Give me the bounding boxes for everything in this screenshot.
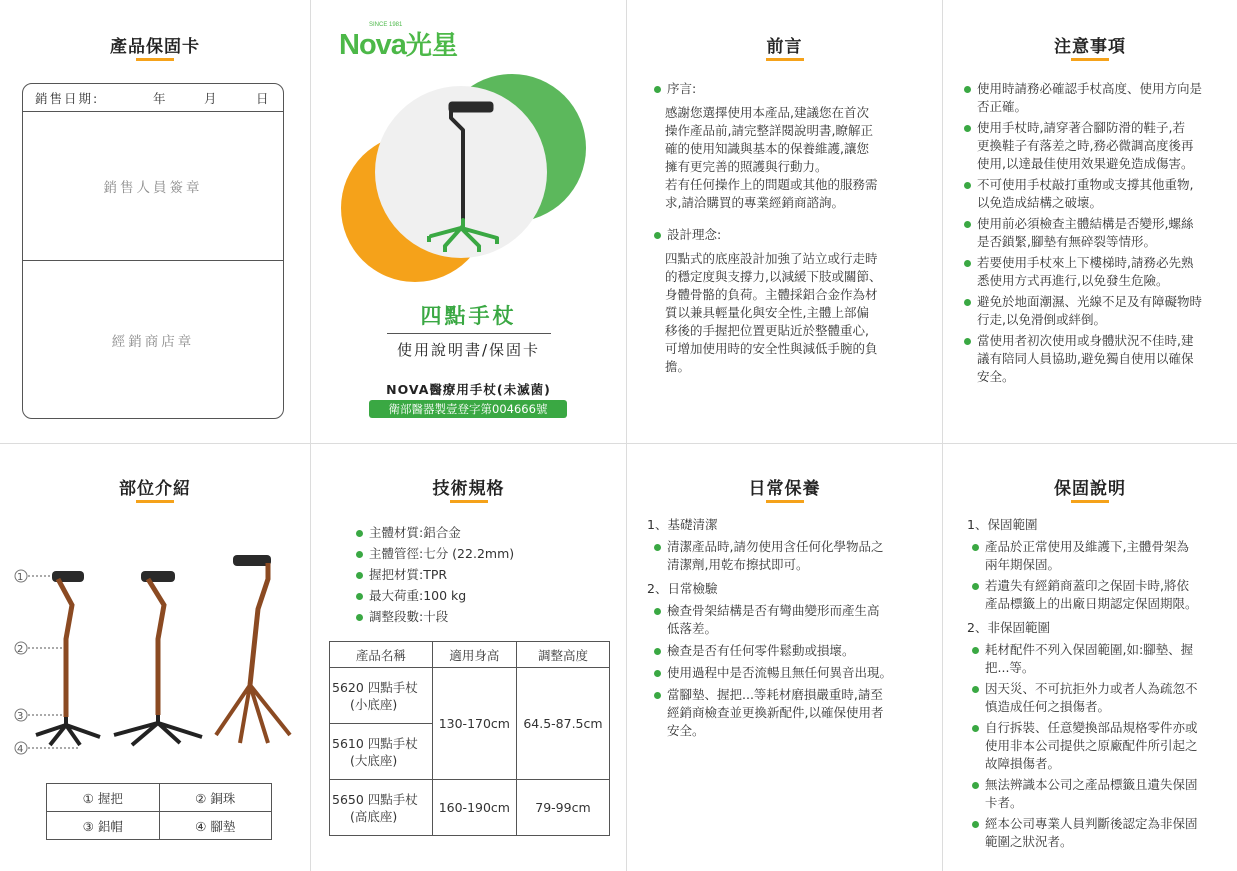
bullet-item bbox=[963, 80, 1233, 116]
panel-title: 技術規格 bbox=[432, 479, 505, 499]
parts-table bbox=[46, 783, 272, 840]
panel-title: 部位介紹 bbox=[119, 479, 191, 499]
maintenance-body bbox=[647, 516, 925, 744]
text-line: 清潔產品時,請勿使用含任何化學物品之 bbox=[667, 539, 884, 554]
bullet-item bbox=[963, 254, 1233, 290]
text-line: 使用手杖時,請穿著合腳防滑的鞋子,若 bbox=[977, 120, 1185, 135]
bullet-item bbox=[653, 642, 925, 660]
panel-title: 保固說明 bbox=[1054, 479, 1126, 499]
panel-title: 日常保養 bbox=[748, 479, 821, 499]
model-name: 5650 四點手杖 bbox=[332, 791, 418, 807]
text-line: 檢查骨架結構是否有彎曲變形而產生高 bbox=[667, 603, 880, 618]
text-line: 安全。 bbox=[977, 369, 1015, 384]
salesperson-stamp-label: 銷售人員簽章 bbox=[103, 180, 203, 196]
brand-name: Nova bbox=[339, 29, 406, 61]
section-text bbox=[653, 250, 923, 376]
bullet-item bbox=[971, 776, 1235, 812]
year-label: 年 bbox=[153, 91, 166, 106]
spec-header: 適用身高 bbox=[432, 642, 516, 668]
text-line: 感謝您選擇使用本產品,建議您在首次 bbox=[665, 105, 869, 120]
text-line: 把...等。 bbox=[985, 660, 1035, 675]
text-line: 可增加使用時的安全性與減低手腕的負 bbox=[665, 341, 878, 356]
section-text bbox=[653, 104, 923, 212]
text-line: 經本公司專業人員判斷後認定為非保固 bbox=[985, 816, 1198, 831]
bullet-item bbox=[653, 686, 925, 740]
section-heading: 2、日常檢驗 bbox=[647, 581, 718, 596]
bullet-item bbox=[971, 815, 1235, 851]
text-line: 產品標籤上的出廠日期認定保固期限。 bbox=[985, 596, 1198, 611]
panel-title: 產品保固卡 bbox=[110, 37, 200, 57]
text-line: 清潔劑,用乾布擦拭即可。 bbox=[667, 557, 809, 572]
spec-item: 最大荷重:100 kg bbox=[355, 587, 595, 605]
title-underline bbox=[766, 500, 804, 503]
warranty-body bbox=[967, 516, 1235, 854]
model-name: 5620 四點手杖 bbox=[332, 679, 418, 695]
section-heading: 1、保固範圍 bbox=[967, 517, 1038, 532]
manual-subtitle: 使用說明書/保固卡 bbox=[396, 341, 541, 359]
bullet-item bbox=[963, 215, 1233, 251]
text-line: 四點式的底座設計加強了站立或行走時 bbox=[665, 251, 878, 266]
brand-logo bbox=[339, 22, 458, 61]
section-heading: 1、基礎清潔 bbox=[647, 517, 718, 532]
text-line: 當使用者初次使用或身體狀況不佳時,建 bbox=[977, 333, 1194, 348]
dealer-stamp-area bbox=[23, 261, 283, 419]
title-underline bbox=[450, 500, 488, 503]
bullet-item bbox=[971, 538, 1235, 574]
title-underline bbox=[136, 58, 174, 61]
part-label: ① 握把 bbox=[47, 784, 160, 812]
text-line: 以免造成結構之破壞。 bbox=[977, 195, 1103, 210]
model-base: (小底座) bbox=[350, 696, 398, 712]
text-line: 使用前必須檢查主體結構是否變形,螺絲 bbox=[977, 216, 1194, 231]
text-line: 慎造成任何之損傷者。 bbox=[985, 699, 1111, 714]
bullet-item bbox=[963, 119, 1233, 173]
text-line: 避免於地面潮濕、光線不足及有障礙物時 bbox=[977, 294, 1203, 309]
text-line: 使用,以達最佳使用效果避免造成傷害。 bbox=[977, 156, 1194, 171]
text-line: 操作產品前,請完整詳閱說明書,瞭解正 bbox=[665, 123, 873, 138]
section-heading: 2、非保固範圍 bbox=[967, 620, 1050, 635]
bullet-item bbox=[653, 538, 925, 574]
section-heading: 序言: bbox=[653, 80, 923, 98]
specs-panel bbox=[311, 444, 626, 871]
warranty-panel bbox=[943, 444, 1237, 871]
text-line: 議有陪同人員協助,避免獨自使用以確保 bbox=[977, 351, 1194, 366]
text-line: 自行拆裝、任意變換部品規格零件亦或 bbox=[985, 720, 1198, 735]
spec-item: 調整段數:十段 bbox=[355, 608, 595, 626]
text-line: 更換鞋子有落差之時,務必微調高度後再 bbox=[977, 138, 1194, 153]
day-label: 日 bbox=[256, 91, 269, 106]
text-line: 的穩定度與支撐力,以減緩下肢或關節、 bbox=[665, 269, 882, 284]
callout-1: 1 bbox=[17, 572, 24, 583]
title-rule bbox=[387, 333, 551, 334]
preface-body bbox=[653, 80, 923, 376]
text-line: 質以兼具輕量化與安全性,主體上部偏 bbox=[665, 305, 869, 320]
text-line: 因天災、不可抗拒外力或者人為疏忽不 bbox=[985, 681, 1198, 696]
brand-since: SINCE 1981 bbox=[369, 22, 403, 28]
warranty-card bbox=[22, 83, 284, 419]
panel-title: 注意事項 bbox=[1054, 37, 1126, 57]
text-line: 低落差。 bbox=[667, 621, 718, 636]
text-line: 使用時請務必確認手杖高度、使用方向是 bbox=[977, 81, 1203, 96]
notes-panel bbox=[943, 0, 1237, 443]
parts-panel bbox=[0, 444, 310, 871]
adjust-range: 64.5-87.5cm bbox=[516, 668, 609, 780]
bullet-item bbox=[971, 577, 1235, 613]
text-line: 若遺失有經銷商蓋印之保固卡時,將依 bbox=[985, 578, 1189, 593]
warranty-card-panel bbox=[0, 0, 310, 443]
spec-item: 握把材質:TPR bbox=[355, 566, 595, 584]
preface-panel bbox=[627, 0, 942, 443]
callout-2: 2 bbox=[17, 644, 24, 655]
text-line: 檢查是否有任何零件鬆動或損壞。 bbox=[667, 643, 855, 658]
text-line: 若要使用手杖來上下樓梯時,請務必先熟 bbox=[977, 255, 1194, 270]
text-line: 是否鎖緊,腳墊有無碎裂等情形。 bbox=[977, 234, 1156, 249]
brand-name-cn: 光星 bbox=[405, 31, 458, 61]
text-line: 擔。 bbox=[665, 359, 691, 374]
height-range: 160-190cm bbox=[432, 780, 516, 836]
model-base: (高底座) bbox=[350, 808, 398, 824]
text-line: 無法辨識本公司之產品標籤且遺失保固 bbox=[985, 777, 1198, 792]
notes-list bbox=[963, 80, 1233, 389]
bullet-item bbox=[653, 664, 925, 682]
bullet-item bbox=[963, 176, 1233, 212]
text-line: 故障損傷者。 bbox=[985, 756, 1061, 771]
license-badge: 衛部醫器製壹登字第004666號 bbox=[369, 400, 567, 418]
callout-4: 4 bbox=[17, 744, 24, 755]
device-name: NOVA醫療用手杖(未滅菌) bbox=[386, 382, 551, 397]
text-line: 悉使用方式再進行,以免發生危險。 bbox=[977, 273, 1169, 288]
text-line: 不可使用手杖敲打重物或支撐其他重物, bbox=[977, 177, 1194, 192]
title-underline bbox=[136, 500, 174, 503]
part-label: ③ 鋁帽 bbox=[47, 812, 160, 840]
cane-illustration bbox=[311, 60, 626, 300]
part-label: ② 銅珠 bbox=[159, 784, 272, 812]
salesperson-stamp-area bbox=[23, 112, 283, 261]
text-line: 產品於正常使用及維護下,主體骨架為 bbox=[985, 539, 1189, 554]
bullet-item bbox=[963, 332, 1233, 386]
text-line: 卡者。 bbox=[985, 795, 1023, 810]
text-line: 若有任何操作上的問題或其他的服務需 bbox=[665, 177, 878, 192]
adjust-range: 79-99cm bbox=[516, 780, 609, 836]
bullet-item bbox=[963, 293, 1233, 329]
text-line: 移後的手握把位置更貼近於整體重心, bbox=[665, 323, 869, 338]
text-line: 求,請洽購買的專業經銷商諮詢。 bbox=[665, 195, 844, 210]
cover-panel bbox=[311, 0, 626, 443]
text-line: 耗材配件不列入保固範圍,如:腳墊、握 bbox=[985, 642, 1194, 657]
spec-item: 主體材質:鋁合金 bbox=[355, 524, 595, 542]
text-line: 擁有更完善的照護與行動力。 bbox=[665, 159, 828, 174]
spec-header: 調整高度 bbox=[516, 642, 609, 668]
bullet-item bbox=[971, 641, 1235, 677]
text-line: 身體骨骼的負荷。主體採鋁合金作為材 bbox=[665, 287, 878, 302]
bullet-item bbox=[971, 719, 1235, 773]
text-line: 兩年期保固。 bbox=[985, 557, 1061, 572]
title-underline bbox=[1071, 500, 1109, 503]
maintenance-panel bbox=[627, 444, 942, 871]
text-line: 經銷商檢查並更換新配件,以確保使用者 bbox=[667, 705, 884, 720]
section-heading: 設計理念: bbox=[653, 226, 923, 244]
bullet-item bbox=[971, 680, 1235, 716]
bullet-item bbox=[653, 602, 925, 638]
spec-header: 產品名稱 bbox=[330, 642, 433, 668]
spec-table bbox=[329, 641, 610, 836]
text-line: 確的使用知識與基本的保養維護,讓您 bbox=[665, 141, 869, 156]
specs-list bbox=[355, 524, 595, 629]
model-base: (大底座) bbox=[350, 752, 398, 768]
dealer-stamp-label: 經銷商店章 bbox=[111, 334, 195, 350]
part-label: ④ 腳墊 bbox=[159, 812, 272, 840]
title-underline bbox=[1071, 58, 1109, 61]
title-underline bbox=[766, 58, 804, 61]
text-line: 使用過程中是否流暢且無任何異音出現。 bbox=[667, 665, 893, 680]
panel-title: 前言 bbox=[766, 37, 803, 57]
callout-3: 3 bbox=[17, 711, 24, 722]
text-line: 使用非本公司提供之原廠配件所引起之 bbox=[985, 738, 1198, 753]
sale-date-label: 銷售日期: bbox=[35, 91, 100, 106]
spec-item: 主體管徑:七分 (22.2mm) bbox=[355, 545, 595, 563]
parts-illustration bbox=[0, 549, 310, 759]
product-name: 四點手杖 bbox=[420, 304, 517, 328]
model-name: 5610 四點手杖 bbox=[332, 735, 418, 751]
text-line: 行走,以免滑倒或絆倒。 bbox=[977, 312, 1106, 327]
text-line: 當腳墊、握把...等耗材磨損嚴重時,請至 bbox=[667, 687, 883, 702]
height-range: 130-170cm bbox=[432, 668, 516, 780]
text-line: 否正確。 bbox=[977, 99, 1028, 114]
text-line: 安全。 bbox=[667, 723, 705, 738]
sale-date-row bbox=[23, 84, 283, 112]
month-label: 月 bbox=[204, 91, 217, 106]
text-line: 範圍之狀況者。 bbox=[985, 834, 1073, 849]
